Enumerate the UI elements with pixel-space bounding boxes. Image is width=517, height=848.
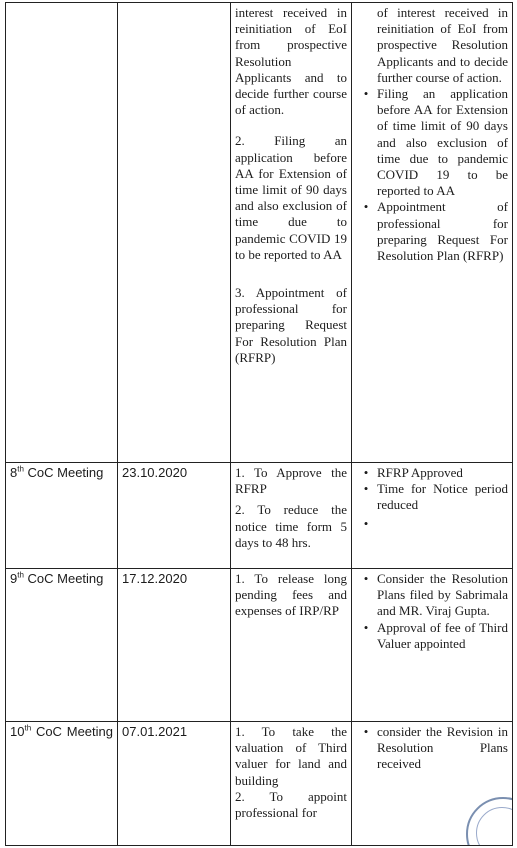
coc-meetings-table: [5, 2, 513, 846]
table-row: [6, 722, 513, 846]
outcome-item: • Consider the Resolution Plans filed by Sabrimala and MR. Viraj Gupta.: [377, 571, 508, 620]
agenda-item: interest received in reinitiation of EoI from prospective Resolution Applicants and to decide further course of action.: [235, 5, 347, 118]
agenda-item: 1. To release long pending fees and expenses of IRP/RP: [235, 571, 347, 619]
outcome-item: [363, 515, 508, 532]
bullet-icon: •: [363, 199, 369, 215]
agenda-cell: [231, 463, 352, 569]
bullet-icon: •: [363, 465, 369, 480]
date-cell: 17.12.2020: [118, 569, 231, 722]
bullet-icon: •: [363, 571, 369, 586]
outcome-list: [356, 571, 508, 652]
meeting-cell: [6, 3, 118, 463]
date-cell: 07.01.2021: [118, 722, 231, 846]
agenda-item: 2. To appoint professional for: [235, 788, 347, 821]
bullet-icon: •: [363, 481, 369, 497]
agenda-cell: [231, 569, 352, 722]
agenda-item: 1. To Approve the RFRP: [235, 465, 347, 497]
agenda-item: 3. Appointment of professional for preparing Request For Resolution Plan (RFRP): [235, 285, 347, 365]
table-row: [6, 569, 513, 722]
outcome-item: • Approval of fee of Third Valuer appointed: [377, 620, 508, 652]
meeting-cell: 9th CoC Meeting: [6, 569, 118, 722]
agenda-cell: [231, 722, 352, 846]
agenda-item: 2. Filing an application before AA for Extension of time limit of 90 days and also exclusion of time due to pandemic COVID 19 to be reported to AA: [235, 133, 347, 262]
outcome-item: of interest received in reinitiation of EoI from prospective Resolution Applicants and to decide further course of action.: [377, 5, 508, 85]
outcome-item: • Time for Notice period reduced: [377, 481, 508, 513]
bullet-icon: •: [363, 86, 369, 102]
outcome-list: [356, 724, 508, 773]
agenda-item: 1. To take the valuation of Third valuer for land and building: [235, 724, 347, 788]
outcome-list: [356, 86, 508, 264]
outcome-item: • Appointment of professional for preparing Request For Resolution Plan (RFRP): [377, 199, 508, 264]
outcome-item: • RFRP Approved: [377, 465, 508, 481]
table-row: [6, 3, 513, 463]
outcome-cell: [352, 722, 513, 846]
agenda-item: 2. To reduce the notice time form 5 days to 48 hrs.: [235, 502, 347, 550]
table-row: [6, 463, 513, 569]
bullet-icon: •: [363, 515, 369, 531]
agenda-cell: [231, 3, 352, 463]
bullet-icon: •: [363, 724, 369, 739]
meeting-cell: 8th CoC Meeting: [6, 463, 118, 569]
date-cell: 23.10.2020: [118, 463, 231, 569]
outcome-item: • Filing an application before AA for Extension of time limit of 90 days and also exclusion of time due to pandemic COVID 19 to be reported to AA: [377, 86, 508, 199]
outcome-cell: [352, 463, 513, 569]
bullet-icon: •: [363, 619, 369, 635]
date-cell: [118, 3, 231, 463]
outcome-cell: [352, 3, 513, 463]
outcome-cell: [352, 569, 513, 722]
official-stamp: [466, 797, 513, 846]
meeting-cell: 10th CoC Meeting: [6, 722, 118, 846]
outcome-list: [356, 465, 508, 532]
outcome-item: • consider the Revision in Resolution Plans received: [377, 724, 508, 773]
